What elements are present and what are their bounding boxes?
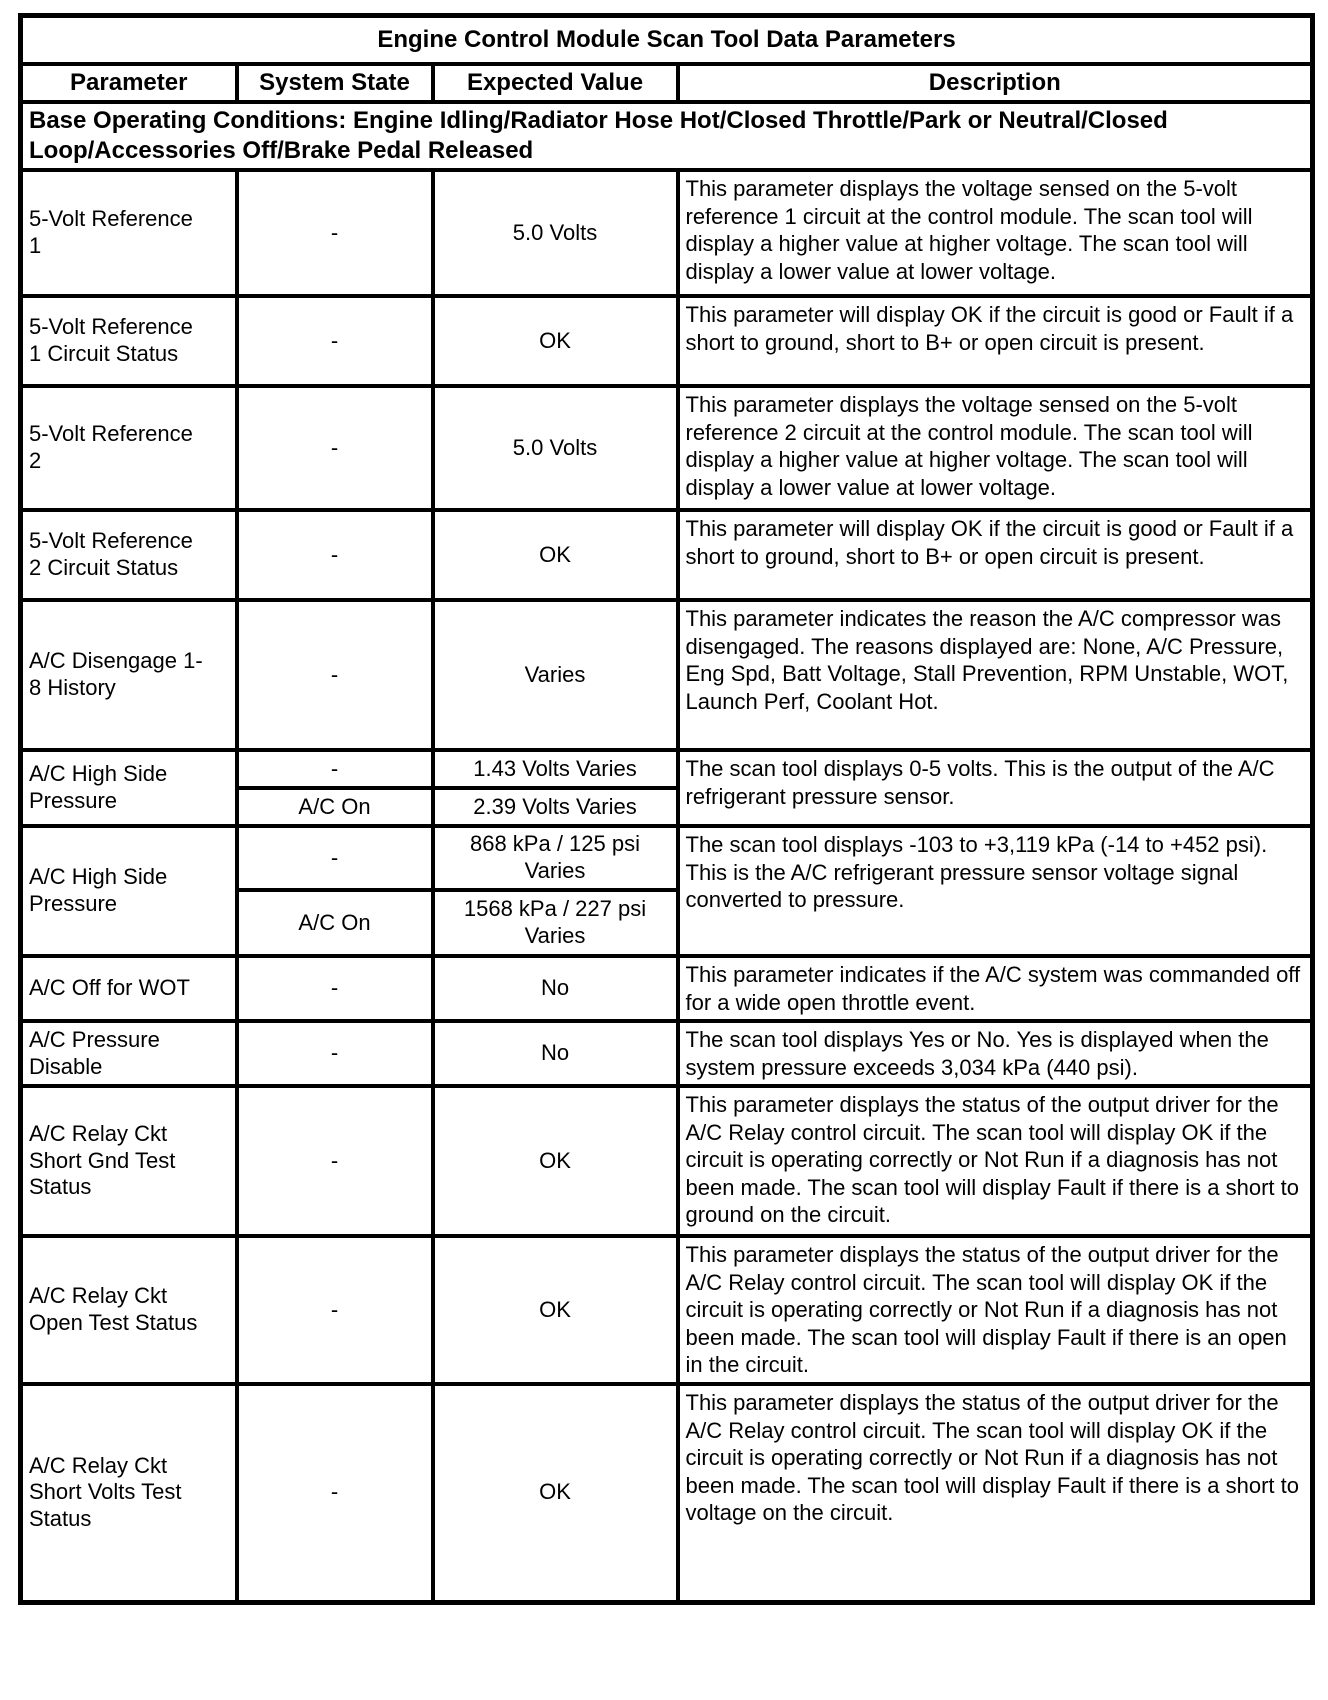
description-cell: This parameter displays the status of the output driver for the A/C Relay control circuit. The scan tool will display OK if the circuit is operating correctly or Not Run if a diagnosis has not been made. The scan tool will display Fault if there is an open in the circuit. (678, 1236, 1313, 1384)
system-state-cell: - (237, 1236, 433, 1384)
description-cell: This parameter displays the status of the output driver for the A/C Relay control circuit. The scan tool will display OK if the circuit is operating correctly or Not Run if a diagnosis has not been made. The scan tool will display Fault if there is a short to ground on the circuit. (678, 1086, 1313, 1236)
system-state-cell: - (237, 1086, 433, 1236)
table-row (21, 386, 1313, 510)
system-state-cell: - (237, 826, 433, 890)
parameter-cell: 5-Volt Reference 2 (21, 386, 237, 510)
expected-value-cell: OK (433, 1384, 678, 1602)
expected-value-cell: 2.39 Volts Varies (433, 788, 678, 826)
scan-tool-data-table (18, 13, 1315, 1605)
description-cell: This parameter displays the voltage sensed on the 5-volt reference 1 circuit at the control module. The scan tool will display a higher value at higher voltage. The scan tool will display a lower value at lower voltage. (678, 170, 1313, 296)
system-state-cell: - (237, 510, 433, 600)
expected-value-cell: OK (433, 296, 678, 386)
column-header-parameter: Parameter (21, 64, 237, 102)
expected-value-cell: OK (433, 510, 678, 600)
column-header-system-state: System State (237, 64, 433, 102)
parameter-cell: A/C High Side Pressure (21, 750, 237, 826)
system-state-cell: - (237, 386, 433, 510)
expected-value-cell: OK (433, 1086, 678, 1236)
base-conditions-text: Base Operating Conditions: Engine Idling/Radiator Hose Hot/Closed Throttle/Park or Neutral/Closed Loop/Accessories Off/Brake Pedal Released (21, 102, 1313, 170)
table-row (21, 1236, 1313, 1384)
parameter-cell: 5-Volt Reference 1 (21, 170, 237, 296)
system-state-cell: - (237, 1021, 433, 1086)
table-row (21, 296, 1313, 386)
table-row (21, 826, 1313, 890)
column-header-expected-value: Expected Value (433, 64, 678, 102)
expected-value-cell: 868 kPa / 125 psi Varies (433, 826, 678, 890)
expected-value-cell: 5.0 Volts (433, 170, 678, 296)
expected-value-cell: No (433, 1021, 678, 1086)
expected-value-cell: 1.43 Volts Varies (433, 750, 678, 788)
parameter-cell: A/C Disengage 1-8 History (21, 600, 237, 750)
table-row (21, 510, 1313, 600)
system-state-cell: - (237, 170, 433, 296)
system-state-cell: A/C On (237, 788, 433, 826)
column-header-description: Description (678, 64, 1313, 102)
description-cell: The scan tool displays 0-5 volts. This is the output of the A/C refrigerant pressure sensor. (678, 750, 1313, 826)
description-cell: This parameter indicates if the A/C system was commanded off for a wide open throttle event. (678, 956, 1313, 1021)
system-state-cell: - (237, 750, 433, 788)
expected-value-cell: 5.0 Volts (433, 386, 678, 510)
parameter-cell: A/C Relay Ckt Short Volts Test Status (21, 1384, 237, 1602)
table-title: Engine Control Module Scan Tool Data Parameters (21, 16, 1313, 65)
system-state-cell: - (237, 1384, 433, 1602)
system-state-cell: - (237, 956, 433, 1021)
table-title-row (21, 16, 1313, 65)
parameter-cell: A/C Relay Ckt Short Gnd Test Status (21, 1086, 237, 1236)
table-row (21, 170, 1313, 296)
parameter-cell: 5-Volt Reference 1 Circuit Status (21, 296, 237, 386)
expected-value-cell: 1568 kPa / 227 psi Varies (433, 890, 678, 956)
parameter-cell: A/C High Side Pressure (21, 826, 237, 956)
parameter-cell: 5-Volt Reference 2 Circuit Status (21, 510, 237, 600)
table-row (21, 1086, 1313, 1236)
table-row (21, 750, 1313, 788)
description-cell: This parameter displays the voltage sensed on the 5-volt reference 2 circuit at the control module. The scan tool will display a higher value at higher voltage. The scan tool will display a lower value at lower voltage. (678, 386, 1313, 510)
column-header-row (21, 64, 1313, 102)
parameter-cell: A/C Off for WOT (21, 956, 237, 1021)
system-state-cell: A/C On (237, 890, 433, 956)
description-cell: This parameter will display OK if the circuit is good or Fault if a short to ground, short to B+ or open circuit is present. (678, 510, 1313, 600)
table-row (21, 600, 1313, 750)
description-cell: The scan tool displays -103 to +3,119 kPa (-14 to +452 psi). This is the A/C refrigerant pressure sensor voltage signal converted to pressure. (678, 826, 1313, 956)
table-row (21, 956, 1313, 1021)
base-conditions-row (21, 102, 1313, 170)
table-row (21, 1021, 1313, 1086)
parameter-cell: A/C Pressure Disable (21, 1021, 237, 1086)
expected-value-cell: Varies (433, 600, 678, 750)
description-cell: This parameter will display OK if the circuit is good or Fault if a short to ground, short to B+ or open circuit is present. (678, 296, 1313, 386)
description-cell: The scan tool displays Yes or No. Yes is displayed when the system pressure exceeds 3,034 kPa (440 psi). (678, 1021, 1313, 1086)
table-body (21, 170, 1313, 1602)
description-cell: This parameter displays the status of the output driver for the A/C Relay control circuit. The scan tool will display OK if the circuit is operating correctly or Not Run if a diagnosis has not been made. The scan tool will display Fault if there is a short to voltage on the circuit. (678, 1384, 1313, 1602)
description-cell: This parameter indicates the reason the A/C compressor was disengaged. The reasons displayed are: None, A/C Pressure, Eng Spd, Batt Voltage, Stall Prevention, RPM Unstable, WOT, Launch Perf, Coolant Hot. (678, 600, 1313, 750)
parameter-cell: A/C Relay Ckt Open Test Status (21, 1236, 237, 1384)
table-row (21, 1384, 1313, 1602)
system-state-cell: - (237, 296, 433, 386)
expected-value-cell: No (433, 956, 678, 1021)
expected-value-cell: OK (433, 1236, 678, 1384)
system-state-cell: - (237, 600, 433, 750)
